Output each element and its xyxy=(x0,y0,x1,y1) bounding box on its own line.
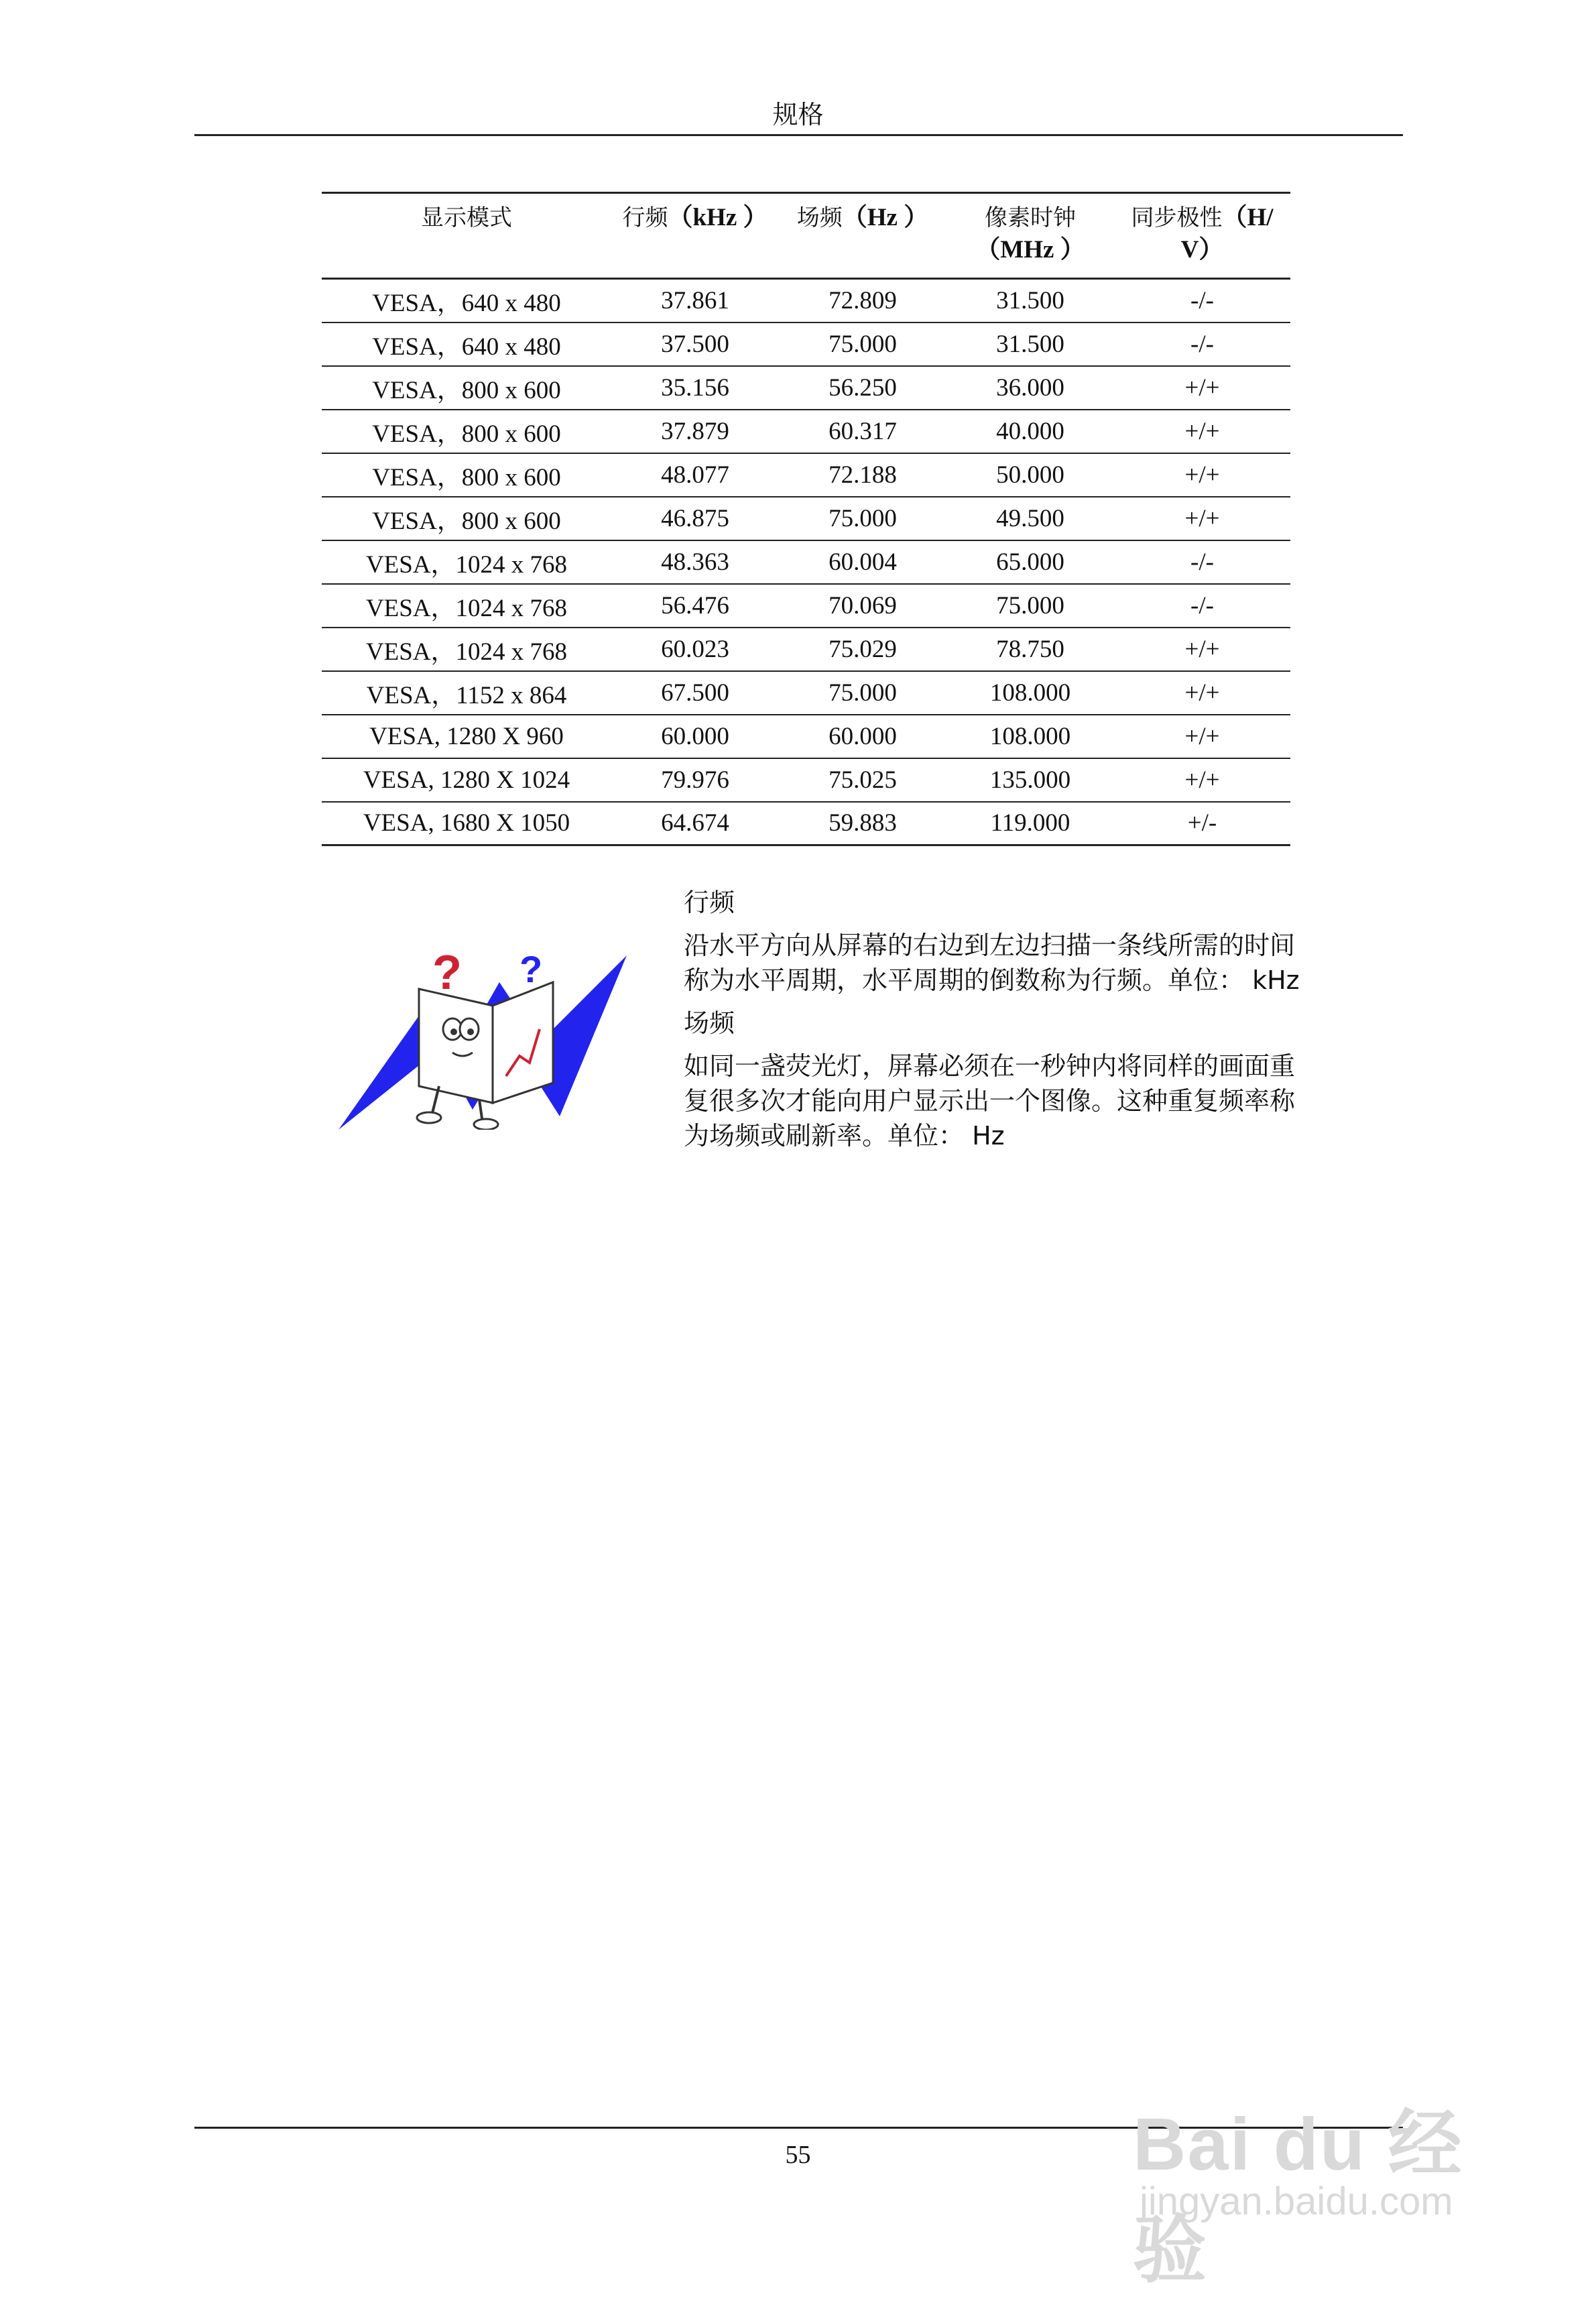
cell-sync-polarity: -/- xyxy=(1190,330,1214,358)
cell-vfreq: 60.317 xyxy=(828,417,897,445)
cell-vfreq: 75.029 xyxy=(828,635,897,663)
table-row xyxy=(322,671,1290,715)
cell-pixel-clock: 31.500 xyxy=(996,286,1064,314)
cell-pixel-clock: 49.500 xyxy=(996,504,1064,532)
definitions-section xyxy=(684,885,1314,1161)
page-header-title: 规格 xyxy=(772,100,824,129)
cell-pixel-clock: 135.000 xyxy=(989,766,1071,794)
cell-pixel-clock: 108.000 xyxy=(989,679,1071,707)
cell-sync-polarity: +/+ xyxy=(1184,679,1220,707)
cell-pixel-clock: 40.000 xyxy=(996,417,1064,445)
cell-vfreq: 60.004 xyxy=(828,548,897,576)
cell-hfreq: 64.674 xyxy=(661,809,729,837)
cell-sync-polarity: +/+ xyxy=(1184,417,1220,445)
table-header-row xyxy=(322,193,1290,279)
column-header-sync-polarity: 同步极性（H/ V） xyxy=(1131,204,1274,263)
cell-hfreq: 48.077 xyxy=(661,461,729,489)
watermark-logo: Bai du 经验 xyxy=(1133,2103,1463,2292)
cell-hfreq: 35.156 xyxy=(661,373,729,402)
cell-vfreq: 72.188 xyxy=(828,461,897,489)
table-row xyxy=(322,802,1290,845)
definition-text-vfreq: 如同一盏荧光灯，屏幕必须在一秒钟内将同样的画面重复很多次才能向用户显示出一个图像。这种重复频率称为场频或刷新率。单位： Hz xyxy=(684,1051,1296,1151)
cell-mode: VESA, 1680 X 1050 xyxy=(363,809,570,837)
timing-table xyxy=(322,192,1290,846)
cell-vfreq: 75.025 xyxy=(828,766,897,794)
table-row xyxy=(322,628,1290,671)
baidu-watermark xyxy=(1119,2045,1522,2292)
cell-pixel-clock: 108.000 xyxy=(989,722,1071,750)
cell-vfreq: 70.069 xyxy=(828,591,897,620)
book-character-icon xyxy=(417,982,553,1130)
header-divider xyxy=(194,134,1403,136)
cell-pixel-clock: 119.000 xyxy=(990,809,1070,837)
cell-mode: VESA，640 x 480 xyxy=(372,290,561,318)
cell-hfreq: 37.879 xyxy=(661,417,729,445)
table-row xyxy=(322,366,1290,410)
cell-hfreq: 37.861 xyxy=(661,286,729,314)
cell-hfreq: 60.023 xyxy=(661,635,729,663)
cell-vfreq: 72.809 xyxy=(828,286,897,314)
cell-sync-polarity: -/- xyxy=(1190,591,1214,620)
cell-sync-polarity: +/+ xyxy=(1184,766,1220,794)
cell-mode: VESA，800 x 600 xyxy=(372,377,561,404)
table-row xyxy=(322,279,1290,322)
watermark-url: jingyan.baidu.com xyxy=(1140,2180,1453,2223)
cell-mode: VESA，1024 x 768 xyxy=(365,551,568,579)
cell-hfreq: 37.500 xyxy=(661,330,729,358)
cell-mode: VESA，800 x 600 xyxy=(372,508,561,535)
cell-mode: VESA, 1280 X 1024 xyxy=(363,766,570,794)
cell-hfreq: 79.976 xyxy=(661,766,729,794)
question-mark-red-icon: ? xyxy=(432,946,462,1000)
column-header-vfreq: 场频（Hz ） xyxy=(796,204,929,231)
table-row xyxy=(322,584,1290,628)
cell-sync-polarity: +/+ xyxy=(1184,373,1220,402)
page-number: 55 xyxy=(785,2141,811,2169)
cell-vfreq: 59.883 xyxy=(828,809,897,837)
definition-term-hfreq: 行频 xyxy=(684,888,735,917)
question-mark-blue-icon: ? xyxy=(519,948,543,990)
table-row xyxy=(322,497,1290,540)
column-header-pixel-clock: 像素时钟 （MHz ） xyxy=(975,204,1085,263)
table-body xyxy=(322,279,1290,845)
cell-mode: VESA，800 x 600 xyxy=(372,464,561,491)
cell-sync-polarity: -/- xyxy=(1190,286,1214,314)
definition-term-vfreq: 场频 xyxy=(684,1008,735,1038)
table-row xyxy=(322,758,1290,802)
cell-sync-polarity: +/+ xyxy=(1184,635,1220,663)
cell-sync-polarity: +/+ xyxy=(1184,461,1220,489)
cell-hfreq: 67.500 xyxy=(661,679,729,707)
table-row xyxy=(322,322,1290,366)
cell-sync-polarity: +/+ xyxy=(1184,504,1220,532)
table-row xyxy=(322,453,1290,497)
monitor-help-illustration xyxy=(339,942,640,1130)
cell-mode: VESA，1024 x 768 xyxy=(365,595,568,622)
cell-sync-polarity: +/- xyxy=(1187,809,1217,837)
cell-pixel-clock: 75.000 xyxy=(996,591,1064,620)
cell-vfreq: 56.250 xyxy=(828,373,897,402)
definition-text-hfreq: 沿水平方向从屏幕的右边到左边扫描一条线所需的时间称为水平周期，水平周期的倒数称为行频。单位： kHz xyxy=(684,931,1300,995)
cell-mode: VESA，1152 x 864 xyxy=(366,682,567,709)
cell-pixel-clock: 65.000 xyxy=(996,548,1064,576)
cell-mode: VESA, 1280 X 960 xyxy=(369,722,564,750)
cell-vfreq: 75.000 xyxy=(828,330,897,358)
table-row xyxy=(322,715,1290,758)
cell-pixel-clock: 31.500 xyxy=(996,330,1064,358)
cell-vfreq: 75.000 xyxy=(828,679,897,707)
cell-hfreq: 60.000 xyxy=(661,722,729,750)
cell-pixel-clock: 36.000 xyxy=(996,373,1064,402)
cell-pixel-clock: 78.750 xyxy=(996,635,1064,663)
cell-vfreq: 60.000 xyxy=(828,722,897,750)
column-header-hfreq: 行频（kHz ） xyxy=(622,204,768,231)
cell-mode: VESA，640 x 480 xyxy=(372,333,561,361)
cell-hfreq: 46.875 xyxy=(661,504,729,532)
cell-hfreq: 56.476 xyxy=(661,591,729,620)
cell-hfreq: 48.363 xyxy=(661,548,729,576)
column-header-mode: 显示模式 xyxy=(421,204,512,231)
table-row xyxy=(322,540,1290,584)
cell-vfreq: 75.000 xyxy=(828,504,897,532)
cell-sync-polarity: -/- xyxy=(1190,548,1214,576)
table-row xyxy=(322,410,1290,453)
cell-pixel-clock: 50.000 xyxy=(996,461,1064,489)
cell-mode: VESA，800 x 600 xyxy=(372,420,561,448)
cell-sync-polarity: +/+ xyxy=(1184,722,1220,750)
cell-mode: VESA，1024 x 768 xyxy=(365,638,568,666)
